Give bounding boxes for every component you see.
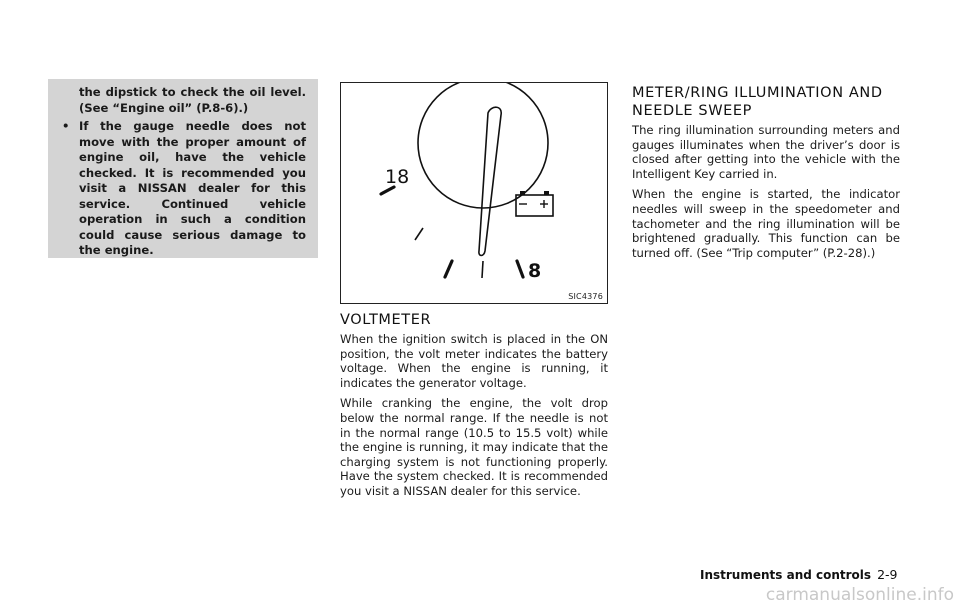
illumination-paragraph: The ring illumination surrounding meters and gauges illuminates when the driver’s door is closed after getting into the vehicle with the Intelligent Key carried in. [632, 123, 900, 181]
bullet-mark: • [62, 119, 70, 133]
scale-label-high: 18 [385, 166, 410, 188]
caution-continued-text: the dipstick to check the oil level. (See “Engine oil” (P.8-6).) [79, 85, 306, 115]
gauge-tick [415, 228, 423, 240]
illumination-heading [632, 84, 900, 120]
gauge-tick [381, 187, 394, 194]
gauge-tick [482, 261, 483, 278]
scale-label-low: 8 [528, 260, 542, 282]
watermark: carmanualsonline.info [765, 585, 954, 605]
gauge-needle [479, 107, 501, 255]
illumination-heading-line2: NEEDLE SWEEP [632, 103, 752, 119]
caution-bullet-item [62, 119, 306, 259]
voltmeter-heading: VOLTMETER [340, 312, 432, 328]
gauge-tick [445, 261, 452, 277]
battery-icon [516, 191, 553, 216]
voltmeter-section [340, 311, 608, 505]
page-number: 2-9 [877, 567, 898, 582]
voltmeter-paragraph: While cranking the engine, the volt drop below the normal range. If the needle is not in the normal range (10.5 to 15.5 volt) while the engine is running, it may indicate that the charging system is not functioning properly. Have the system checked. It is recommended you visit a NISSAN dealer for this service. [340, 396, 608, 498]
voltmeter-figure [340, 82, 608, 304]
voltmeter-paragraph: When the ignition switch is placed in the ON position, the volt meter indicates the battery voltage. When the engine is running, it indicates the generator voltage. [340, 332, 608, 390]
page-footer [700, 567, 930, 582]
figure-code: SIC4376 [568, 292, 603, 301]
footer-section-title: Instruments and controls [700, 568, 872, 582]
caution-box [48, 79, 318, 258]
illumination-heading-line1: METER/RING ILLUMINATION AND [632, 85, 883, 101]
caution-bullet-text: If the gauge needle does not move with the proper amount of engine oil, have the vehicle checked. It is recommended you visit a NISSAN dealer for this service. Continued vehicle operation in such a condition could cause serious damage to the engine. [79, 119, 306, 257]
illumination-section [632, 84, 900, 266]
gauge-tick [517, 261, 523, 277]
voltmeter-gauge-illustration [341, 83, 609, 305]
illumination-paragraph: When the engine is started, the indicator needles will sweep in the speedometer and tachometer and the ring illumination will be brightened gradually. This function can be turned off. (See “Trip computer” (P.2-28).) [632, 187, 900, 260]
